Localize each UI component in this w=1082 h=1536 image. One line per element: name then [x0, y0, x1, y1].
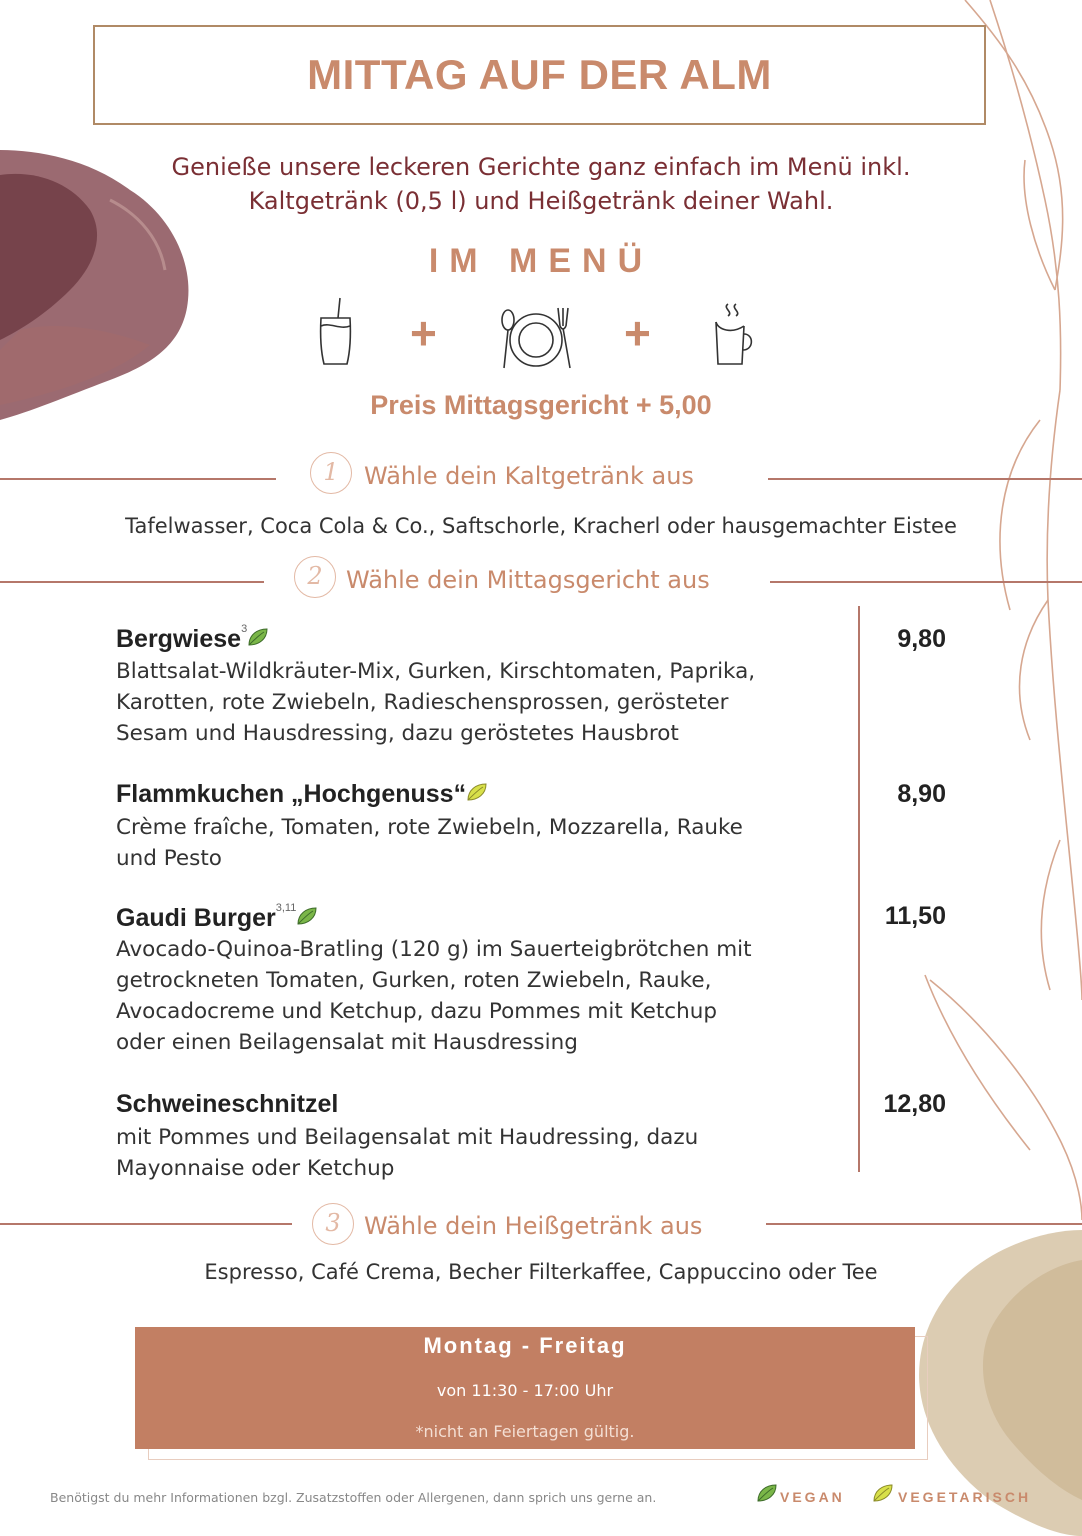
title-frame	[93, 25, 986, 125]
cold-drink-glass-icon	[312, 296, 362, 368]
step-label-1: Wähle dein Kaltgetränk aus	[364, 462, 694, 490]
dish-price-flammkuchen: 8,90	[897, 780, 946, 808]
step-number-2: 2	[294, 556, 336, 598]
holiday-note: *nicht an Feiertagen gültig.	[415, 1422, 635, 1441]
allergen-codes: 3	[241, 623, 248, 635]
step-label-3: Wähle dein Heißgetränk aus	[364, 1212, 703, 1240]
page-title: MITTAG AUF DER ALM	[307, 51, 772, 98]
dish-name-bergwiese: Bergwiese$^3$	[116, 625, 269, 654]
vegetarian-leaf-icon	[872, 1482, 894, 1504]
opening-days: Montag - Freitag	[423, 1333, 627, 1358]
dish-price-bergwiese: 9,80	[897, 625, 946, 653]
cold-drink-options: Tafelwasser, Coca Cola & Co., Saftschorle, Kracherl oder hausgemachter Eistee	[125, 514, 957, 538]
vegetarian-leaf-icon	[466, 782, 488, 802]
step-number-3: 3	[312, 1203, 354, 1245]
plus-sign-2: +	[624, 307, 651, 359]
vegan-leaf-icon	[756, 1482, 778, 1504]
plate-cutlery-icon	[494, 302, 578, 370]
intro-line-1: Genieße unsere leckeren Gerichte ganz einfach im Menü inkl.	[171, 153, 911, 181]
hot-drink-mug-icon	[710, 300, 758, 368]
legend-vegetarian: VEGETARISCH	[898, 1489, 1032, 1505]
allergen-info: Benötigst du mehr Informationen bzgl. Zusatzstoffen oder Allergenen, dann sprich uns gerne an.	[50, 1490, 657, 1505]
step-label-2: Wähle dein Mittagsgericht aus	[346, 566, 710, 594]
divider-left-1	[0, 478, 276, 480]
dish-desc-schweineschnitzel: mit Pommes und Beilagensalat mit Haudressing, dazu Mayonnaise oder Ketchup	[116, 1125, 699, 1181]
step-number-1: 1	[310, 452, 352, 494]
dish-name-schweineschnitzel: Schweineschnitzel	[116, 1090, 339, 1118]
divider-right-3	[766, 1223, 1082, 1225]
plus-sign-1: +	[410, 307, 437, 359]
allergen-codes: 3,11	[275, 902, 297, 914]
divider-left-3	[0, 1223, 292, 1225]
dish-desc-gaudi-burger: Avocado-Quinoa-Bratling (120 g) im Sauerteigbrötchen mit getrockneten Tomaten, Gurken, roten Zwiebeln, Rauke, Avocadocreme und Ketchup, dazu Pommes mit Ketchup oder einen Beilagensalat mit Hausdressing	[116, 937, 752, 1055]
dish-price-schweineschnitzel: 12,80	[883, 1090, 946, 1118]
menu-price-line: Preis Mittagsgericht + 5,00	[370, 390, 712, 420]
dish-price-gaudi-burger: 11,50	[884, 902, 946, 930]
divider-right-1	[768, 478, 1082, 480]
opening-hours: von 11:30 - 17:00 Uhr	[436, 1381, 614, 1400]
hot-drink-options: Espresso, Café Crema, Becher Filterkaffee, Cappuccino oder Tee	[204, 1260, 878, 1284]
dish-desc-flammkuchen: Crème fraîche, Tomaten, rote Zwiebeln, Mozzarella, Rauke und Pesto	[116, 815, 743, 871]
vegan-leaf-icon	[296, 906, 318, 926]
price-column-divider	[858, 606, 860, 1172]
intro-line-2: Kaltgetränk (0,5 l) und Heißgetränk deiner Wahl.	[248, 187, 834, 215]
vegan-leaf-icon	[247, 627, 269, 647]
dish-name-flammkuchen: Flammkuchen „Hochgenuss“	[116, 780, 488, 809]
dish-name-gaudi-burger: Gaudi Burger$^{3,11}$	[116, 904, 318, 933]
legend-vegan: VEGAN	[780, 1489, 845, 1505]
divider-left-2	[0, 581, 264, 583]
divider-right-2	[770, 581, 1082, 583]
menu-heading: IM MENÜ	[428, 242, 654, 280]
dish-desc-bergwiese: Blattsalat-Wildkräuter-Mix, Gurken, Kirschtomaten, Paprika, Karotten, rote Zwiebeln, Radieschensprossen, gerösteter Sesam und Hausdressing, dazu geröstetes Hausbrot	[116, 659, 756, 746]
